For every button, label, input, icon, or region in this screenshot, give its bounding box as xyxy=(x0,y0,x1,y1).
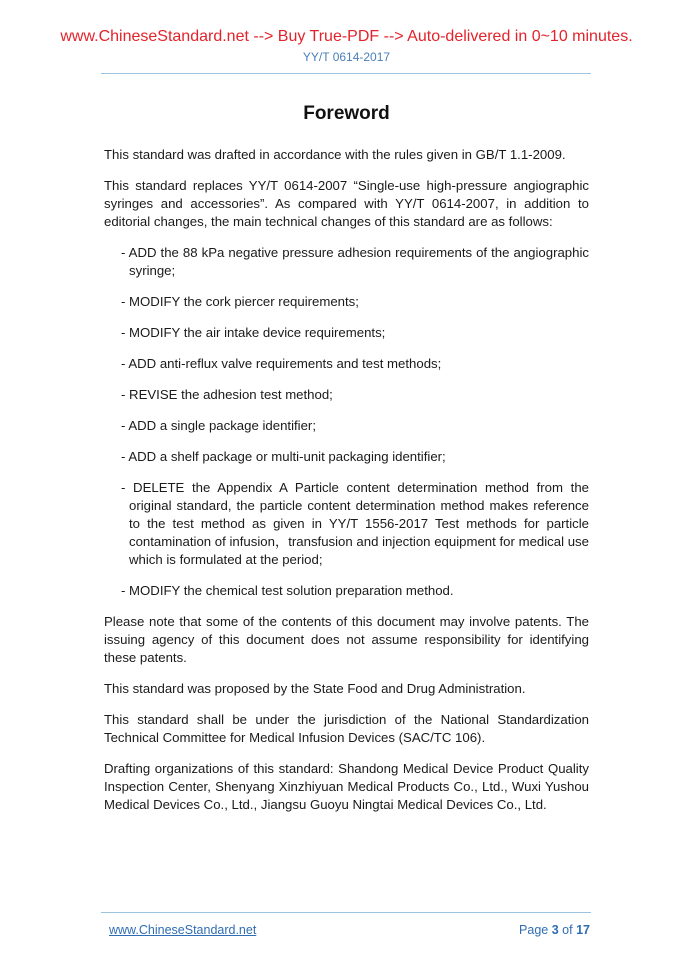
page-of: of xyxy=(562,923,573,937)
list-item: - ADD a shelf package or multi-unit packaging identifier; xyxy=(121,449,446,464)
header-divider xyxy=(101,73,591,74)
list-item: - ADD the 88 kPa negative pressure adhesion requirements of the angiographic syringe; xyxy=(121,245,589,278)
banner-link[interactable]: www.ChineseStandard.net --> Buy True-PDF --> Auto-delivered in 0~10 minutes. xyxy=(60,28,633,45)
page-indicator xyxy=(519,923,590,938)
paragraph-proposed-by: This standard was proposed by the State Food and Drug Administration. xyxy=(104,681,526,696)
changes-list xyxy=(104,244,589,600)
page-total: 17 xyxy=(576,923,590,937)
list-item: - REVISE the adhesion test method; xyxy=(121,387,333,402)
paragraph-drafting-rules: This standard was drafted in accordance with the rules given in GB/T 1.1-2009. xyxy=(104,147,566,162)
paragraph-jurisdiction: This standard shall be under the jurisdiction of the National Standardization Technical Committee for Medical Infusion Devices (SAC/TC 106). xyxy=(104,712,589,745)
list-item: - ADD a single package identifier; xyxy=(121,418,316,433)
list-item: - ADD anti-reflux valve requirements and test methods; xyxy=(121,356,442,371)
page-current: 3 xyxy=(551,923,559,937)
standard-code: YY/T 0614-2017 xyxy=(302,50,391,64)
list-item: - MODIFY the chemical test solution preparation method. xyxy=(121,583,454,598)
page-title: Foreword xyxy=(303,103,390,124)
list-item: - DELETE the Appendix A Particle content determination method from the original standard, the particle content determination method makes reference to the test method as given in YY/T 1556-2017 Test methods for particle contamination of infusion，transfusion and injection equipment for medical use which is formulated at the period; xyxy=(121,480,589,567)
footer-site-link[interactable]: www.ChineseStandard.net xyxy=(109,923,257,937)
document-body xyxy=(104,146,589,827)
paragraph-drafting-organizations: Drafting organizations of this standard: Shandong Medical Device Product Quality Inspection Center, Shenyang Xinzhiyuan Medical Products Co., Ltd., Wuxi Yushou Medical Devices Co., Ltd., Jiangsu Guoyu Ningtai Medical Devices Co., Ltd. xyxy=(104,761,589,812)
paragraph-replaces: This standard replaces YY/T 0614-2007 “Single-use high-pressure angiographic syringes and accessories”. As compared with YY/T 0614-2007, in addition to editorial changes, the main technical changes of this standard are as follows: xyxy=(104,178,589,229)
list-item: - MODIFY the air intake device requirements; xyxy=(121,325,386,340)
footer-divider xyxy=(101,912,591,913)
list-item: - MODIFY the cork piercer requirements; xyxy=(121,294,359,309)
page-label: Page xyxy=(519,923,549,937)
paragraph-patents: Please note that some of the contents of this document may involve patents. The issuing agency of this document does not assume responsibility for identifying these patents. xyxy=(104,614,589,665)
